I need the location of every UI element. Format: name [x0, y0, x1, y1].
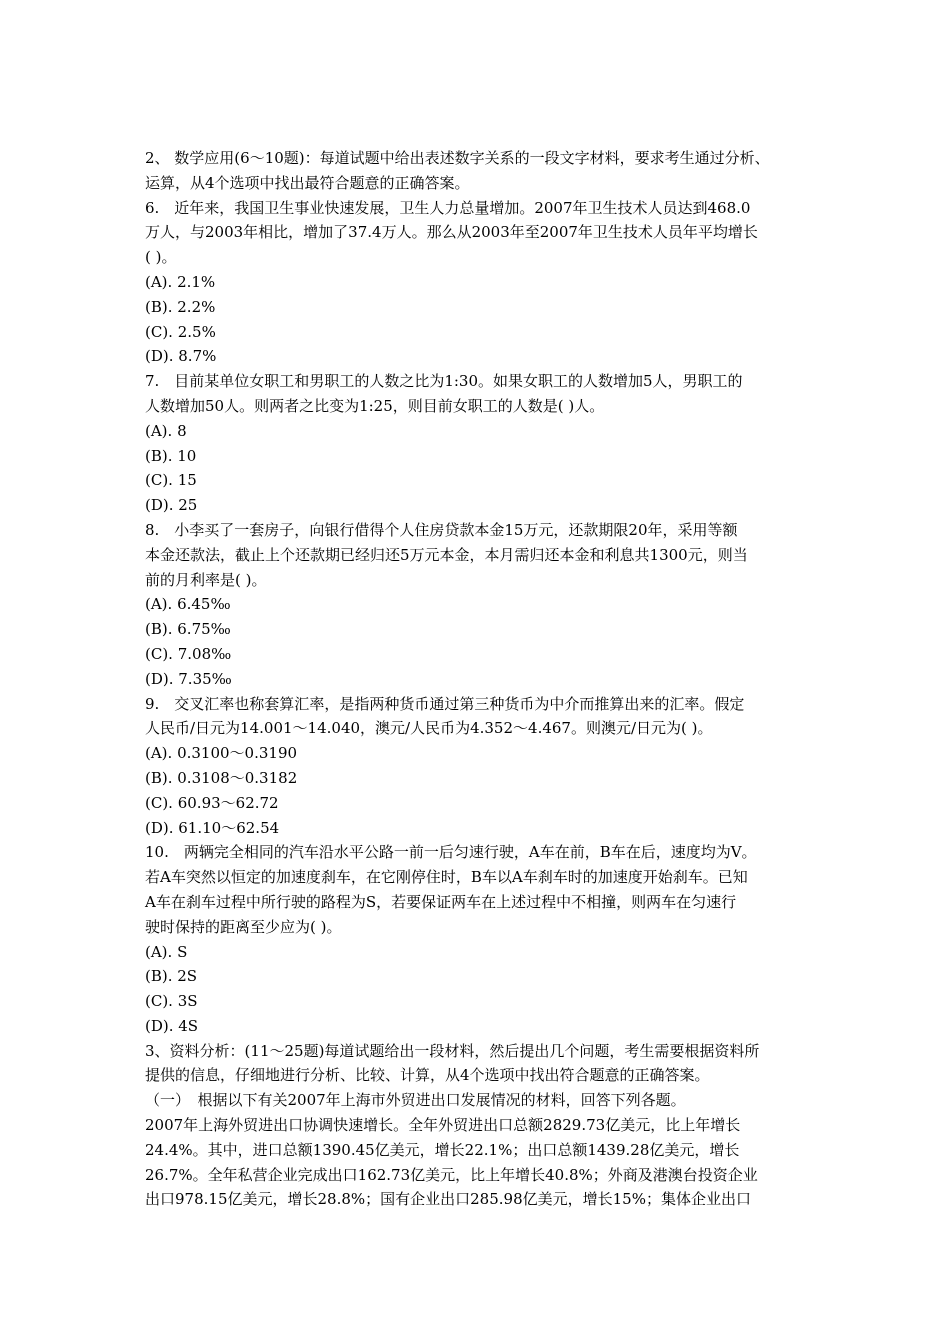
text-line: (C). 7.08‰ — [145, 644, 232, 663]
text-line: (A). 6.45‰ — [145, 595, 231, 614]
text-line: 提供的信息，仔细地进行分析、比较、计算，从4个选项中找出符合题意的正确答案。 — [145, 1066, 710, 1085]
text-line: (A). 8 — [145, 421, 187, 440]
text-line: 本金还款法，截止上个还款期已经归还5万元本金，本月需归还本金和利息共1300元，则当 — [145, 545, 748, 564]
text-line: (A). 0.3100～0.3190 — [145, 744, 298, 763]
text-line: A车在刹车过程中所行驶的路程为S，若要保证两车在上述过程中不相撞，则两车在匀速行 — [145, 892, 737, 911]
text-line: 26.7%。全年私营企业完成出口162.73亿美元，比上年增长40.8%；外商及港澳台投资企业 — [145, 1165, 758, 1184]
text-line: (C). 60.93～62.72 — [145, 793, 279, 812]
text-line: 万人，与2003年相比，增加了37.4万人。那么从2003年至2007年卫生技术人员年平均增长 — [145, 223, 758, 242]
text-line: 若A车突然以恒定的加速度刹车，在它刚停住时，B车以A车刹车时的加速度开始刹车。已知 — [145, 868, 748, 887]
text-line: 2007年上海外贸进出口协调快速增长。全年外贸进出口总额2829.73亿美元，比上年增长 — [145, 1116, 741, 1135]
text-line: (D). 7.35‰ — [145, 669, 232, 688]
text-line: (B). 2.2% — [145, 297, 216, 316]
text-line: 人民币/日元为14.001～14.040，澳元/人民币为4.352～4.467。则澳元/日元为( )。 — [145, 719, 713, 738]
text-line: ( )。 — [145, 248, 177, 267]
text-line: 驶时保持的距离至少应为( )。 — [145, 917, 342, 936]
text-line: (B). 0.3108～0.3182 — [145, 768, 298, 787]
text-line: (C). 15 — [145, 471, 197, 490]
document-page — [145, 146, 815, 1212]
text-line: 8. 小李买了一套房子，向银行借得个人住房贷款本金15万元，还款期限20年，采用等额 — [145, 520, 738, 539]
text-line: 9. 交叉汇率也称套算汇率，是指两种货币通过第三种货币为中介而推算出来的汇率。假定 — [145, 694, 745, 713]
text-line: (D). 61.10～62.54 — [145, 818, 280, 837]
text-line: （一） 根据以下有关2007年上海市外贸进出口发展情况的材料，回答下列各题。 — [145, 1091, 686, 1110]
text-line: (D). 25 — [145, 496, 198, 515]
text-line: (B). 6.75‰ — [145, 620, 231, 639]
text-line: 10. 两辆完全相同的汽车沿水平公路一前一后匀速行驶，A车在前，B车在后，速度均为V。 — [145, 843, 757, 862]
text-line: (D). 4S — [145, 1016, 199, 1035]
text-line: (B). 10 — [145, 446, 197, 465]
text-line: (D). 8.7% — [145, 347, 217, 366]
text-line: (B). 2S — [145, 967, 198, 986]
text-line: 24.4%。其中，进口总额1390.45亿美元，增长22.1%；出口总额1439.28亿美元，增长 — [145, 1140, 740, 1159]
text-line: (A). 2.1% — [145, 272, 216, 291]
text-line: 7. 目前某单位女职工和男职工的人数之比为1:30。如果女职工的人数增加5人，男职工的 — [145, 372, 743, 391]
text-line: (A). S — [145, 942, 188, 961]
text-line: 3、资料分析：(11～25题)每道试题给出一段材料，然后提出几个问题，考生需要根据资料所 — [145, 1041, 760, 1060]
text-line: 6. 近年来，我国卫生事业快速发展，卫生人力总量增加。2007年卫生技术人员达到468.0 — [145, 198, 751, 217]
text-line: 出口978.15亿美元，增长28.8%；国有企业出口285.98亿美元，增长15%；集体企业出口 — [145, 1190, 751, 1209]
text-line: 运算，从4个选项中找出最符合题意的正确答案。 — [145, 173, 470, 192]
text-line: 前的月利率是( )。 — [145, 570, 267, 589]
text-line: 2、 数学应用(6～10题)：每道试题中给出表述数字关系的一段文字材料，要求考生通过分析、 — [145, 149, 770, 167]
text-line: (C). 3S — [145, 992, 198, 1011]
text-line: (C). 2.5% — [145, 322, 216, 341]
text-line: 人数增加50人。则两者之比变为1:25，则目前女职工的人数是( )人。 — [145, 396, 605, 415]
